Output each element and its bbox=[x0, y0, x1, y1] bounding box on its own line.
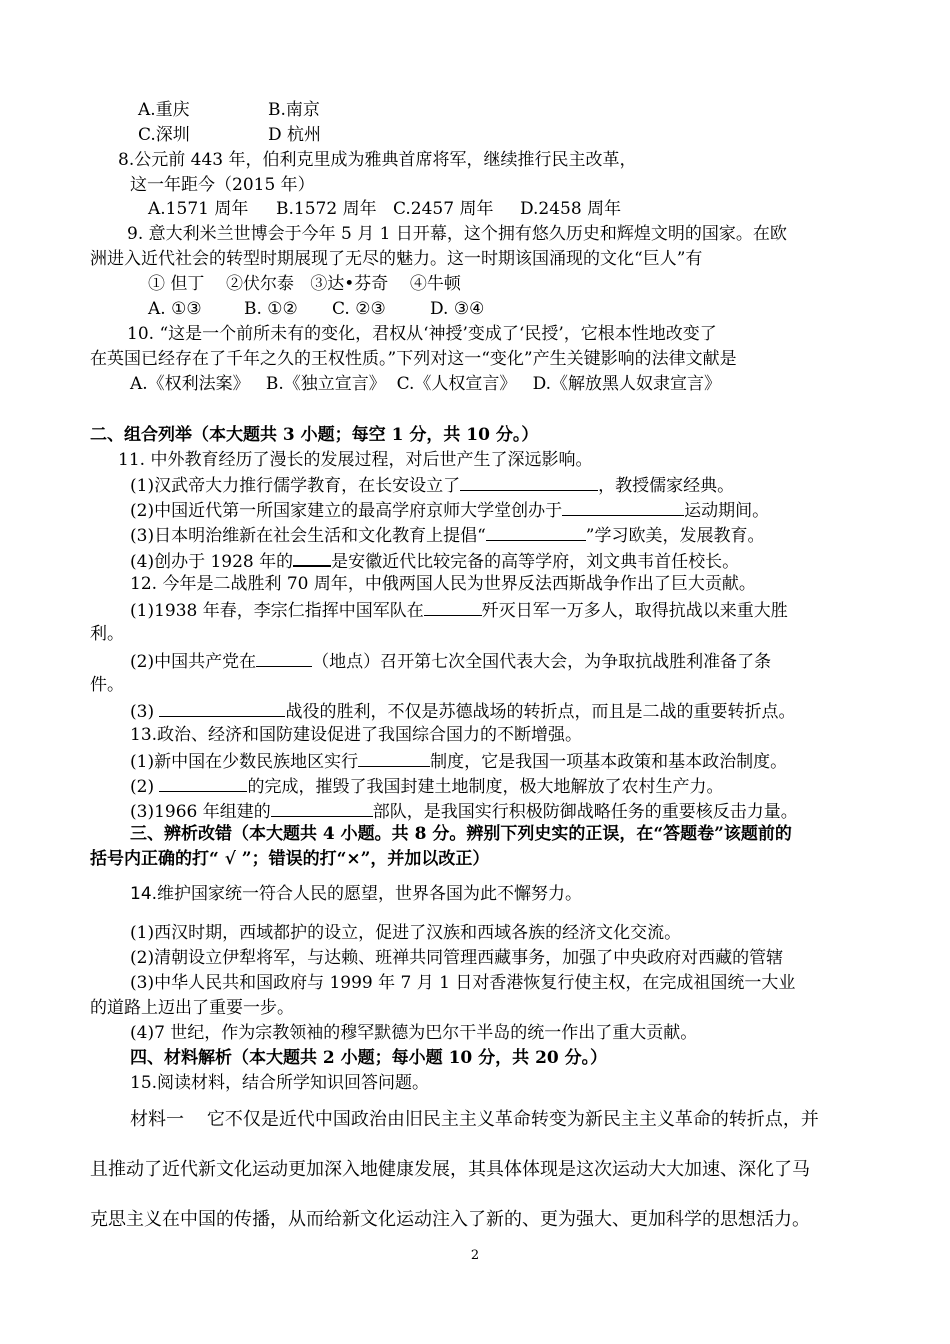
q12-item-1: (1)1938 年春，李宗仁指挥中国军队在 歼灭日军一万多人，取得抗战以来重大胜 bbox=[130, 597, 864, 623]
q8-option-d: D.2458 周年 bbox=[520, 199, 622, 219]
q9-stem-cont: 洲进入近代社会的转型时期展现了无尽的魅力。这一时期该国涌现的文化“巨人”有 bbox=[90, 249, 703, 269]
q12-item-1-cont: 利。 bbox=[90, 624, 124, 644]
q14-item-3: (3)中华人民共和国政府与 1999 年 7 月 1 日对香港恢复行使主权，在完成祖国统一大业 bbox=[130, 973, 796, 993]
q7-option-b: B.南京 bbox=[268, 100, 320, 120]
q11-item-2: (2)中国近代第一所国家建立的最高学府京师大学堂创办于 运动期间。 bbox=[130, 497, 864, 523]
section3-heading: 三、辨析改错（本大题共 4 小题。共 8 分。辨别下列史实的正误，在“答题卷”该题前的 bbox=[130, 824, 792, 844]
q12-blank-3[interactable] bbox=[159, 698, 285, 717]
q9-option-a: A. ①③ bbox=[148, 299, 202, 319]
q10-stem: 10. “这是一个前所未有的变化，君权从‘神授’变成了‘民授’，它根本性地改变了 bbox=[127, 324, 717, 344]
q8-stem: 8.公元前 443 年，伯利克里成为雅典首席将军，继续推行民主改革， bbox=[118, 150, 637, 170]
q9-stem: 9. 意大利米兰世博会于今年 5 月 1 日开幕，这个拥有悠久历史和辉煌文明的国家。在欧 bbox=[127, 224, 787, 244]
q10-options: A.《权利法案》 B.《独立宣言》 C.《人权宣言》 D.《解放黑人奴隶宣言》 bbox=[130, 374, 722, 394]
q9-items: ① 但丁 ②伏尔泰 ③达•芬奇 ④牛顿 bbox=[148, 274, 461, 294]
material-1-line-1: 材料一 它不仅是近代中国政治由旧民主主义革命转变为新民主主义革命的转折点，并 bbox=[130, 1109, 819, 1130]
q11-blank-2[interactable] bbox=[562, 497, 684, 516]
q14-item-2: (2)清朝设立伊犁将军，与达赖、班禅共同管理西藏事务，加强了中央政府对西藏的管辖 bbox=[130, 948, 784, 968]
q11-stem: 11. 中外教育经历了漫长的发展过程，对后世产生了深远影响。 bbox=[118, 450, 593, 470]
q11-item-3: (3)日本明治维新在社会生活和文化教育上提倡“ ”学习欧美，发展教育。 bbox=[130, 522, 864, 548]
q10-stem-cont: 在英国已经存在了千年之久的王权性质。”下列对这一“变化”产生关键影响的法律文献是 bbox=[90, 349, 737, 369]
q13-item-3: (3)1966 年组建的 部队，是我国实行积极防御战略任务的重要核反击力量。 bbox=[130, 798, 864, 824]
q8-option-b: B.1572 周年 bbox=[276, 199, 377, 219]
q12-blank-2[interactable] bbox=[256, 648, 312, 667]
q13-stem: 13.政治、经济和国防建设促进了我国综合国力的不断增强。 bbox=[130, 725, 583, 745]
q13-blank-1[interactable] bbox=[358, 748, 430, 767]
q12-blank-1[interactable] bbox=[424, 597, 482, 616]
section3-heading-cont: 括号内正确的打“ √ ”；错误的打“×”，并加以改正） bbox=[90, 849, 490, 869]
q12-item-2: (2)中国共产党在 （地点）召开第七次全国代表大会，为争取抗战胜利准备了条 bbox=[130, 648, 864, 674]
material-1-line-2: 且推动了近代新文化运动更加深入地健康发展，其具体体现是这次运动大大加速、深化了马 bbox=[90, 1159, 810, 1180]
q13-item-2: (2) 的完成，摧毁了我国封建土地制度，极大地解放了农村生产力。 bbox=[130, 773, 864, 799]
q11-item-1: (1)汉武帝大力推行儒学教育，在长安设立了 ，教授儒家经典。 bbox=[130, 472, 864, 498]
q13-blank-3[interactable] bbox=[271, 798, 373, 817]
q9-option-c: C. ②③ bbox=[332, 299, 386, 319]
material-1-line-3: 克思主义在中国的传播，从而给新文化运动注入了新的、更为强大、更加科学的思想活力。 bbox=[90, 1209, 810, 1230]
q9-option-d: D. ③④ bbox=[430, 299, 485, 319]
section2-heading: 二、组合列举（本大题共 3 小题；每空 1 分，共 10 分。） bbox=[90, 425, 539, 445]
q13-item-1: (1)新中国在少数民族地区实行 制度，它是我国一项基本政策和基本政治制度。 bbox=[130, 748, 864, 774]
q12-stem: 12. 今年是二战胜利 70 周年，中俄两国人民为世界反法西斯战争作出了巨大贡献。 bbox=[130, 574, 756, 594]
page-number: 2 bbox=[470, 1248, 480, 1263]
q14-stem: 14.维护国家统一符合人民的愿望，世界各国为此不懈努力。 bbox=[130, 884, 583, 904]
q11-blank-3[interactable] bbox=[486, 522, 586, 541]
q11-item-4: (4)创办于 1928 年的 是安徽近代比较完备的高等学府，刘文典韦首任校长。 bbox=[130, 547, 864, 574]
section4-heading: 四、材料解析（本大题共 2 小题；每小题 10 分，共 20 分。） bbox=[130, 1048, 608, 1068]
q14-item-1: (1)西汉时期，西域都护的设立，促进了汉族和西域各族的经济文化交流。 bbox=[130, 923, 682, 943]
q7-option-a: A.重庆 bbox=[138, 100, 190, 120]
q8-stem-cont: 这一年距今（2015 年） bbox=[130, 175, 315, 195]
q12-item-3: (3) 战役的胜利，不仅是苏德战场的转折点，而且是二战的重要转折点。 bbox=[130, 698, 864, 724]
q7-option-d: D 杭州 bbox=[268, 125, 322, 145]
q15-stem: 15.阅读材料，结合所学知识回答问题。 bbox=[130, 1073, 430, 1093]
q9-option-b: B. ①② bbox=[244, 299, 298, 319]
q7-option-c: C.深圳 bbox=[138, 125, 190, 145]
q11-blank-4[interactable] bbox=[293, 547, 331, 567]
q8-option-a: A.1571 周年 bbox=[148, 199, 249, 219]
q14-item-3-cont: 的道路上迈出了重要一步。 bbox=[90, 998, 294, 1018]
q11-blank-1[interactable] bbox=[460, 472, 598, 491]
q12-item-2-cont: 件。 bbox=[90, 675, 124, 695]
q13-blank-2[interactable] bbox=[159, 773, 247, 792]
q8-option-c: C.2457 周年 bbox=[393, 199, 494, 219]
q14-item-4: (4)7 世纪，作为宗教领袖的穆罕默德为巴尔干半岛的统一作出了重大贡献。 bbox=[130, 1023, 698, 1043]
